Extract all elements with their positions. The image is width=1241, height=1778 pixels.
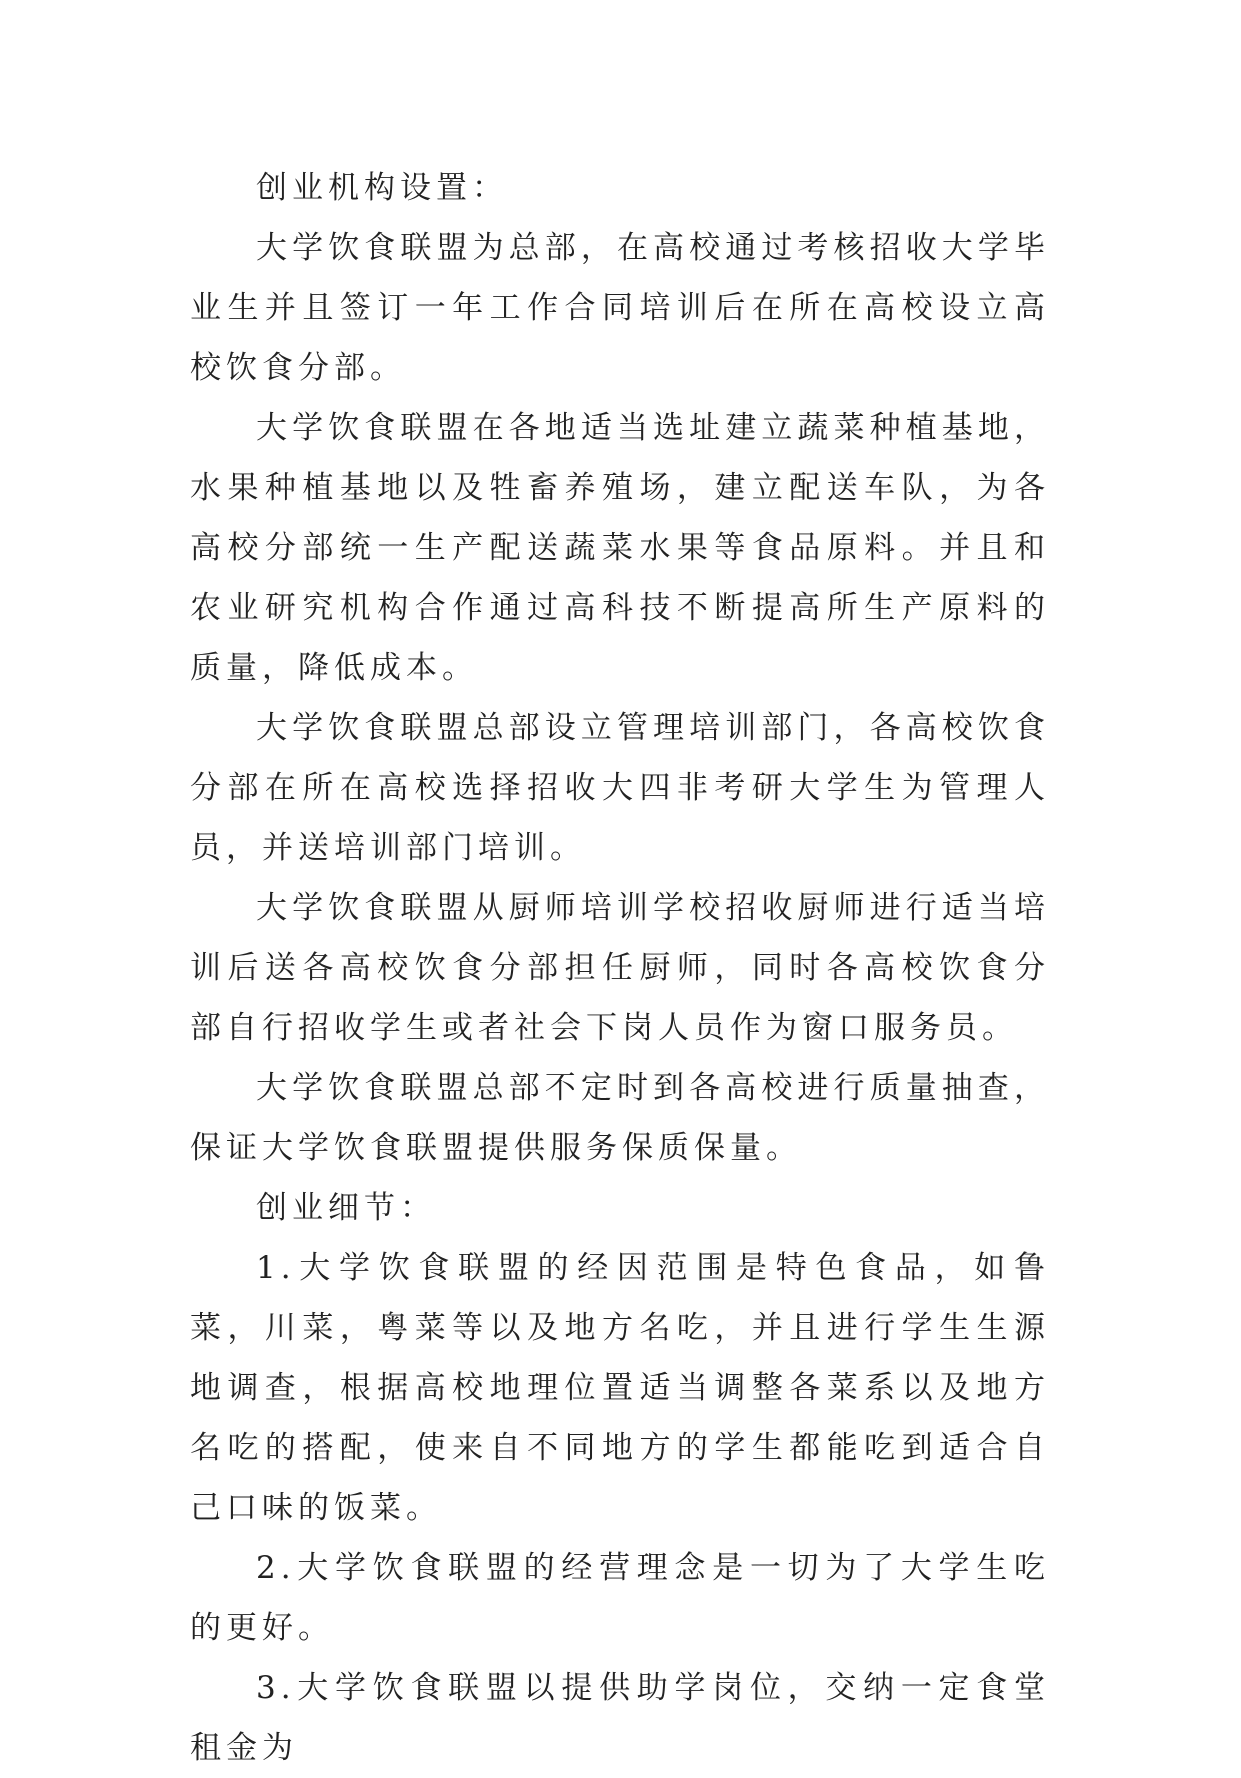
section-heading-details: 创业细节：: [256, 1190, 436, 1226]
paragraph-supply-bases: 大学饮食联盟在各地适当选址建立蔬菜种植基地，水果种植基地以及牲畜养殖场，建立配送车队，为各高校分部统一生产配送蔬菜水果等食品原料。并且和农业研究机构合作通过高科技不断提高所生产原料的质量，降低成本。: [190, 410, 1050, 686]
paragraph-chef-recruitment: 大学饮食联盟从厨师培训学校招收厨师进行适当培训后送各高校饮食分部担任厨师，同时各高校饮食分部自行招收学生或者社会下岗人员作为窗口服务员。: [190, 890, 1050, 1046]
list-item-2: 2.大学饮食联盟的经营理念是一切为了大学生吃的更好。: [190, 1550, 1050, 1646]
list-item-1: 1.大学饮食联盟的经因范围是特色食品，如鲁菜，川菜，粤菜等以及地方名吃，并且进行学生生源地调查，根据高校地理位置适当调整各菜系以及地方名吃的搭配，使来自不同地方的学生都能吃到适合自己口味的饭菜。: [190, 1250, 1050, 1526]
paragraph-headquarters: 大学饮食联盟为总部，在高校通过考核招收大学毕业生并且签订一年工作合同培训后在所在高校设立高校饮食分部。: [190, 230, 1050, 386]
paragraph-quality-inspection: 大学饮食联盟总部不定时到各高校进行质量抽查，保证大学饮食联盟提供服务保质保量。: [190, 1070, 1050, 1166]
document-body: [190, 158, 1050, 1778]
paragraph-management-training: 大学饮食联盟总部设立管理培训部门，各高校饮食分部在所在高校选择招收大四非考研大学生为管理人员，并送培训部门培训。: [190, 710, 1050, 866]
section-heading-organization: 创业机构设置：: [256, 170, 508, 206]
list-item-3: 3.大学饮食联盟以提供助学岗位，交纳一定食堂租金为: [190, 1670, 1050, 1766]
